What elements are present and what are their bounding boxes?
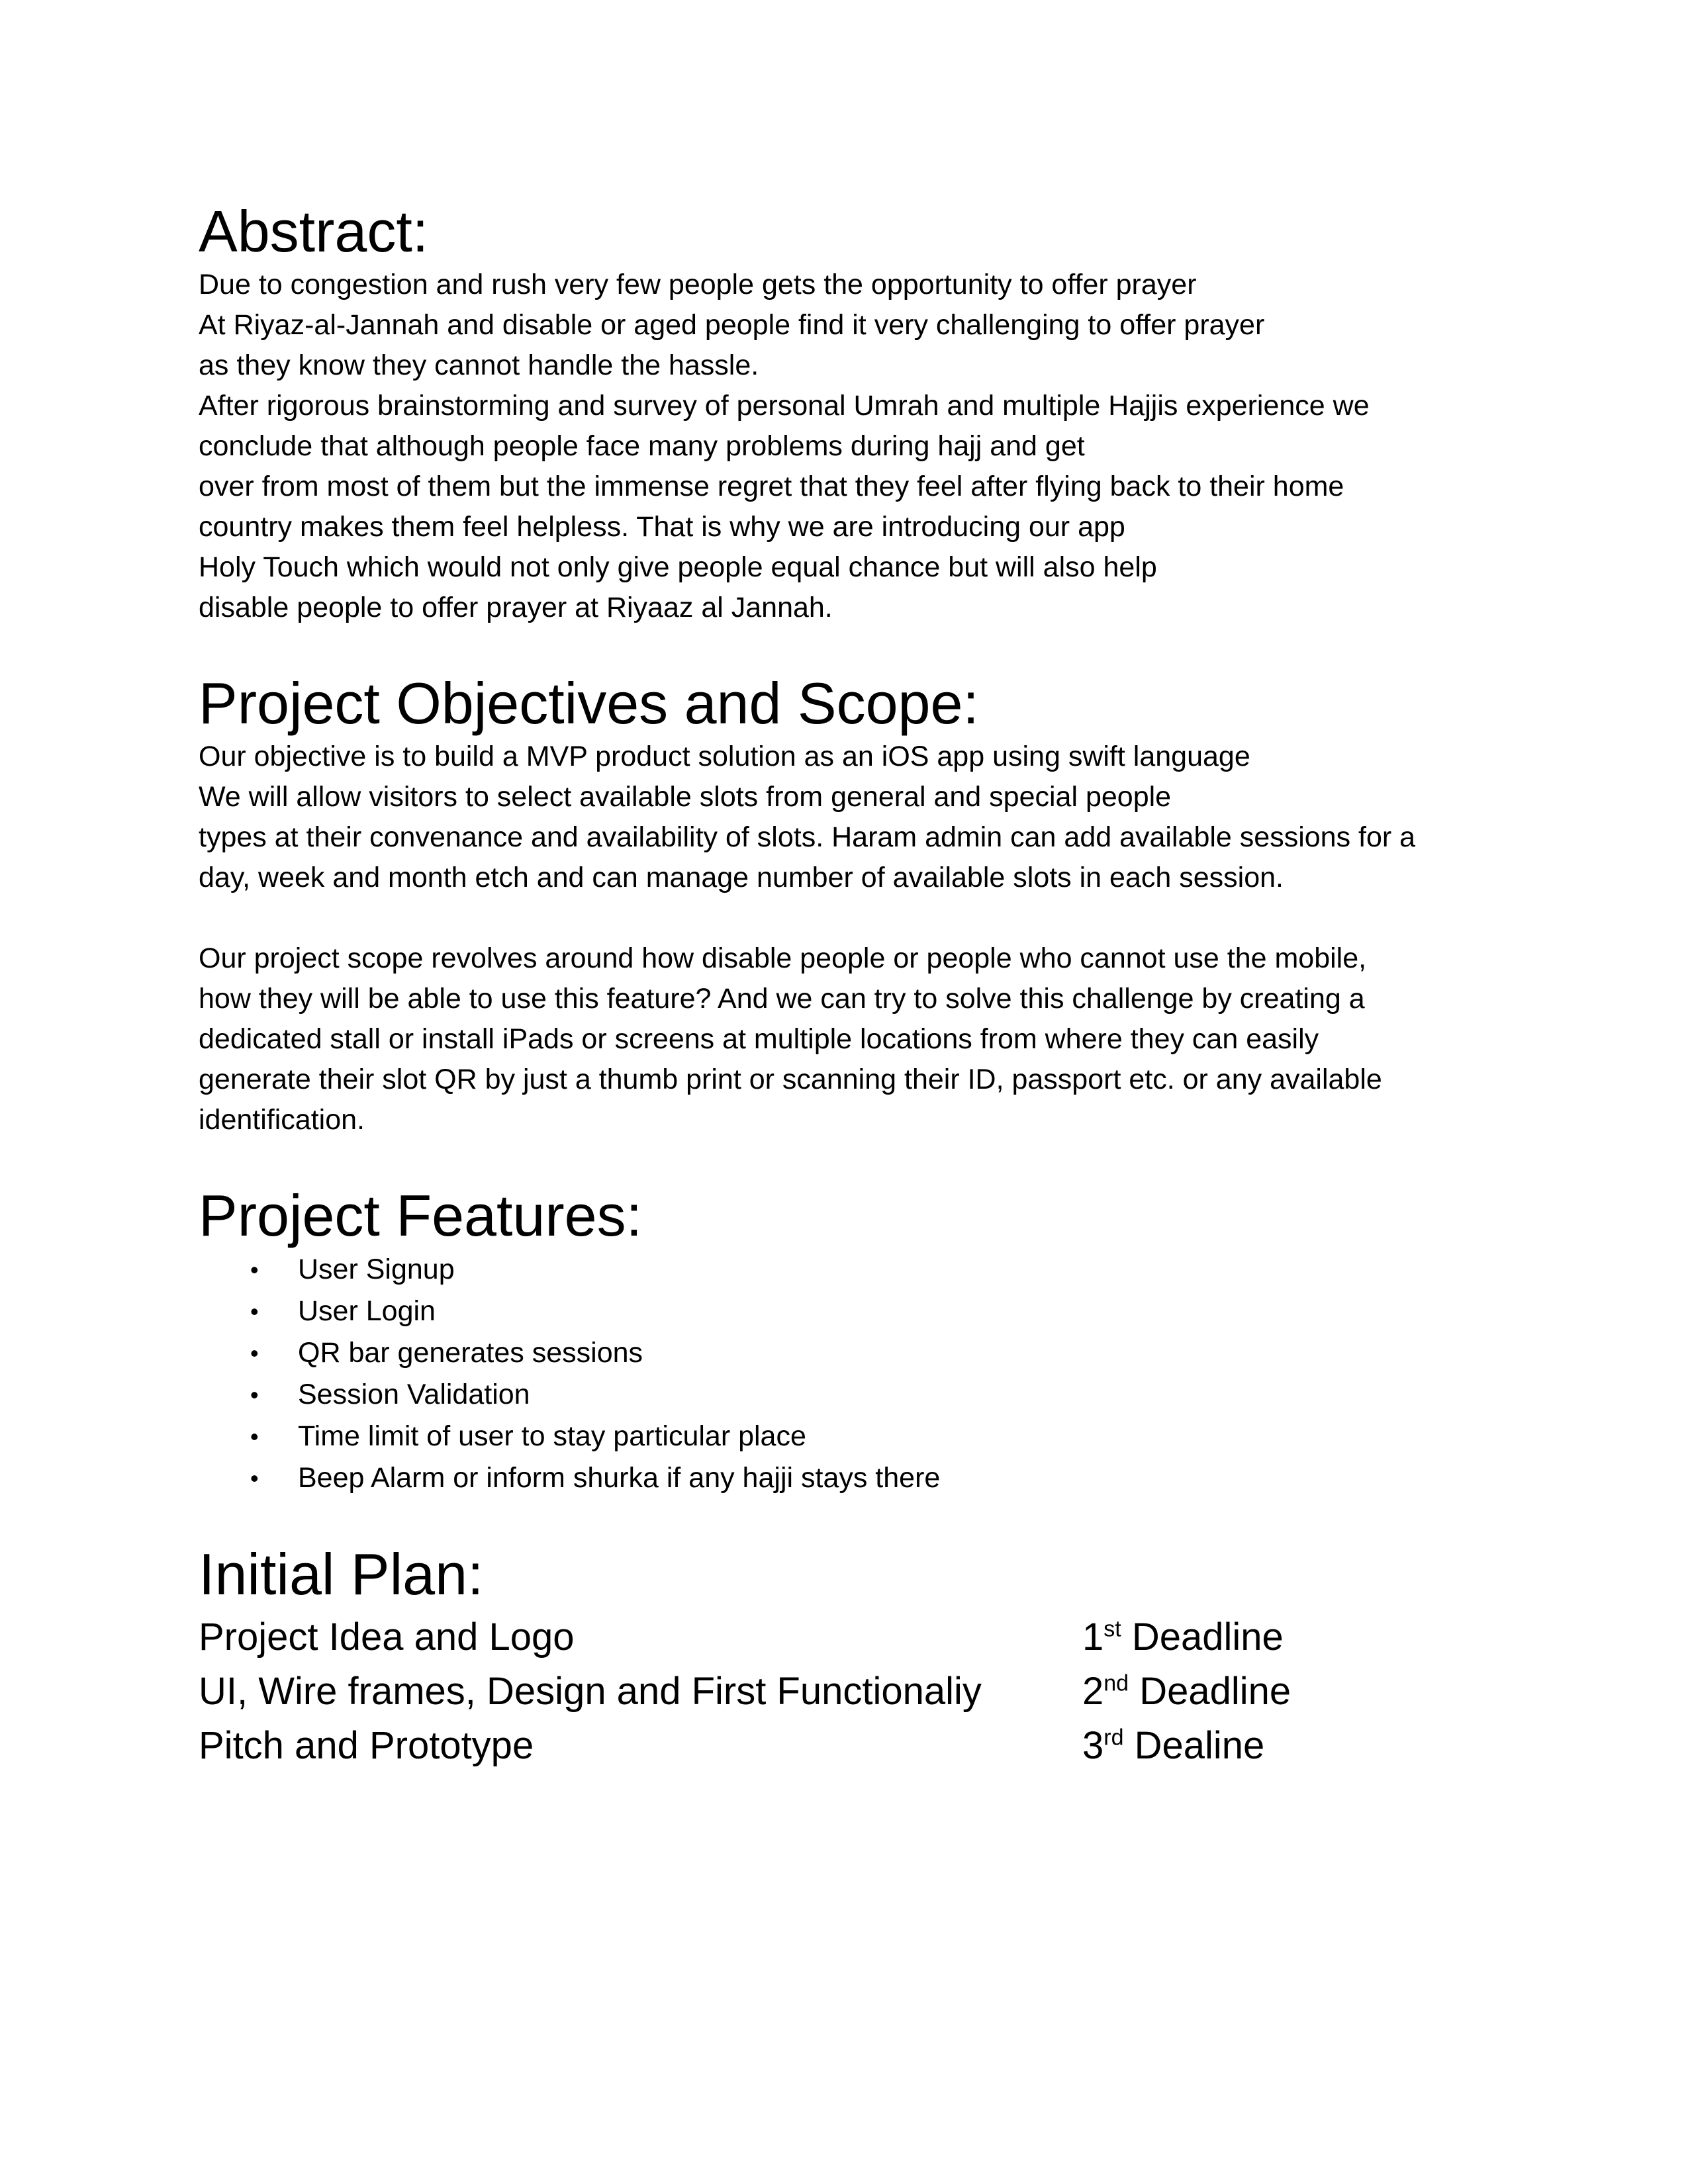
deadline-ordinal: rd	[1103, 1725, 1124, 1751]
plan-deadline	[1082, 1610, 1284, 1664]
list-item	[199, 1332, 1496, 1374]
paragraph-spacer	[199, 898, 1496, 938]
list-item	[199, 1457, 1496, 1499]
feature-label: Beep Alarm or inform shurka if any hajji stays there	[298, 1462, 941, 1494]
plan-heading: Initial Plan:	[199, 1541, 484, 1607]
plan-deadline	[1082, 1664, 1291, 1719]
plan-task: UI, Wire frames, Design and First Functionaliy	[199, 1670, 982, 1713]
bullet-icon: •	[250, 1423, 259, 1450]
objectives-line: day, week and month etch and can manage number of available slots in each session.	[199, 862, 1284, 893]
bullet-icon: •	[250, 1381, 259, 1408]
scope-line: generate their slot QR by just a thumb print or scanning their ID, passport etc. or any available	[199, 1064, 1382, 1095]
list-item	[199, 1416, 1496, 1457]
section-spacer	[199, 1140, 1496, 1183]
abstract-line: conclude that although people face many problems during hajj and get	[199, 430, 1085, 462]
objectives-line: We will allow visitors to select available slots from general and special people	[199, 781, 1172, 813]
features-heading: Project Features:	[199, 1183, 643, 1248]
table-row	[199, 1719, 1496, 1773]
deadline-label: Deadline	[1131, 1615, 1284, 1659]
feature-label: User Signup	[298, 1253, 455, 1285]
deadline-number: 1	[1082, 1615, 1104, 1659]
feature-label: User Login	[298, 1295, 436, 1327]
scope-line: Our project scope revolves around how disable people or people who cannot use the mobile,	[199, 942, 1367, 974]
plan-task: Project Idea and Logo	[199, 1615, 575, 1659]
list-item	[199, 1374, 1496, 1416]
abstract-line: disable people to offer prayer at Riyaaz al Jannah.	[199, 592, 833, 623]
list-item	[199, 1249, 1496, 1291]
abstract-line: Due to congestion and rush very few people gets the opportunity to offer prayer	[199, 269, 1197, 300]
objectives-line: types at their convenance and availability of slots. Haram admin can add available sessions for a	[199, 821, 1416, 853]
abstract-paragraph	[199, 265, 1496, 628]
abstract-section	[199, 199, 1496, 628]
deadline-ordinal: st	[1103, 1616, 1121, 1642]
features-list	[199, 1249, 1496, 1499]
abstract-line: At Riyaz-al-Jannah and disable or aged people find it very challenging to offer prayer	[199, 309, 1265, 341]
abstract-heading: Abstract:	[199, 199, 429, 264]
section-spacer	[199, 628, 1496, 670]
table-row	[199, 1664, 1496, 1719]
plan-table	[199, 1610, 1496, 1773]
scope-line: identification.	[199, 1104, 365, 1136]
abstract-line: over from most of them but the immense regret that they feel after flying back to their home	[199, 471, 1344, 502]
bullet-icon: •	[250, 1340, 259, 1367]
features-section	[199, 1183, 1496, 1499]
scope-line: dedicated stall or install iPads or screens at multiple locations from where they can easily	[199, 1023, 1319, 1055]
feature-label: Time limit of user to stay particular place	[298, 1420, 806, 1452]
deadline-ordinal: nd	[1103, 1670, 1129, 1696]
scope-line: how they will be able to use this feature? And we can try to solve this challenge by creating a	[199, 983, 1365, 1015]
deadline-number: 3	[1082, 1724, 1104, 1767]
abstract-line: After rigorous brainstorming and survey of personal Umrah and multiple Hajjis experience we	[199, 390, 1370, 422]
plan-task: Pitch and Prototype	[199, 1724, 534, 1767]
table-row	[199, 1610, 1496, 1664]
abstract-line: country makes them feel helpless. That is why we are introducing our app	[199, 511, 1125, 543]
objectives-line: Our objective is to build a MVP product solution as an iOS app using swift language	[199, 741, 1250, 772]
feature-label: QR bar generates sessions	[298, 1337, 643, 1369]
deadline-number: 2	[1082, 1670, 1104, 1713]
bullet-icon: •	[250, 1465, 259, 1492]
bullet-icon: •	[250, 1298, 259, 1325]
bullet-icon: •	[250, 1256, 259, 1283]
objectives-section	[199, 670, 1496, 1140]
objectives-paragraph	[199, 737, 1496, 898]
list-item	[199, 1291, 1496, 1332]
plan-deadline	[1082, 1719, 1264, 1773]
abstract-line: Holy Touch which would not only give people equal chance but will also help	[199, 551, 1157, 583]
plan-section	[199, 1541, 1496, 1773]
deadline-label: Deadline	[1139, 1670, 1291, 1713]
feature-label: Session Validation	[298, 1379, 530, 1410]
abstract-line: as they know they cannot handle the hassle.	[199, 349, 759, 381]
deadline-label: Dealine	[1134, 1724, 1265, 1767]
section-spacer	[199, 1499, 1496, 1541]
document-page	[199, 199, 1496, 1773]
objectives-heading: Project Objectives and Scope:	[199, 670, 979, 736]
scope-paragraph	[199, 938, 1496, 1140]
